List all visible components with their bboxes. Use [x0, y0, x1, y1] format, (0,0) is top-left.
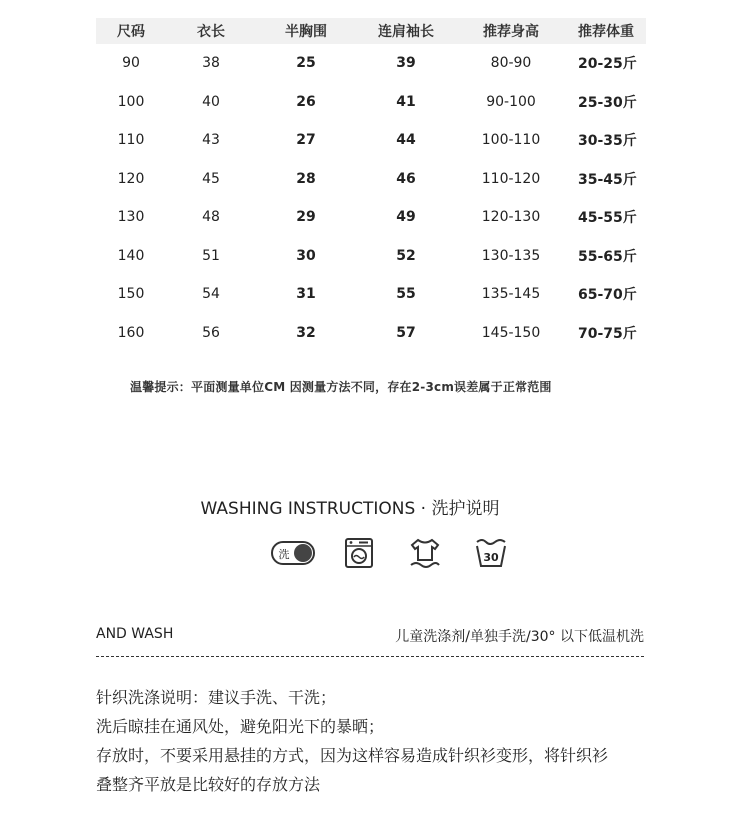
sleeve-cell: 46	[396, 170, 416, 187]
washing-title: WASHING INSTRUCTIONS · 洗护说明	[200, 499, 500, 519]
washing-icons	[270, 533, 514, 573]
length-cell: 38	[202, 55, 220, 72]
chest-cell: 27	[296, 132, 316, 149]
sleeve-cell: 49	[396, 209, 416, 226]
size-table-header	[96, 18, 646, 44]
length-cell: 45	[202, 170, 220, 187]
chest-cell: 32	[296, 324, 316, 341]
header-cell: 半胸围	[285, 24, 327, 40]
height-cell: 145-150	[481, 324, 541, 341]
sleeve-cell: 57	[396, 324, 416, 341]
height-cell: 90-100	[486, 93, 536, 110]
height-cell: 80-90	[490, 55, 532, 72]
size-cell: 130	[117, 209, 145, 226]
length-cell: 51	[202, 247, 220, 264]
wash-temp-label: 30	[483, 551, 499, 564]
header-cell: 连肩袖长	[378, 24, 434, 40]
shirt-icon	[402, 533, 448, 573]
washing-machine-icon	[336, 533, 382, 573]
weight-cell: 45-55斤	[578, 210, 637, 227]
divider	[96, 656, 644, 657]
table-row	[96, 198, 646, 237]
hand-wash-toggle-icon	[270, 533, 316, 573]
chest-cell: 25	[296, 55, 316, 72]
sleeve-cell: 41	[396, 93, 416, 110]
wash-30-icon	[468, 533, 514, 573]
wash-description: 儿童洗涤剂/单独手洗/30° 以下低温机洗	[395, 629, 644, 645]
weight-cell: 70-75斤	[578, 325, 637, 342]
weight-cell: 65-70斤	[578, 287, 637, 304]
height-cell: 100-110	[481, 132, 541, 149]
table-row	[96, 314, 646, 353]
height-cell: 135-145	[481, 286, 541, 303]
length-cell: 48	[202, 209, 220, 226]
sleeve-cell: 39	[396, 55, 416, 72]
chest-cell: 28	[296, 170, 316, 187]
hand-wash-toggle-label: 洗	[278, 548, 290, 561]
length-cell: 54	[202, 286, 220, 303]
size-cell: 140	[117, 247, 145, 264]
care-notes	[96, 683, 676, 799]
size-cell: 90	[122, 55, 140, 72]
weight-cell: 55-65斤	[578, 248, 637, 265]
height-cell: 130-135	[481, 247, 541, 264]
table-row	[96, 275, 646, 314]
length-cell: 40	[202, 93, 220, 110]
height-cell: 110-120	[481, 170, 541, 187]
size-cell: 150	[117, 286, 145, 303]
table-row	[96, 121, 646, 160]
weight-cell: 25-30斤	[578, 94, 637, 111]
size-table	[96, 18, 646, 352]
care-note-line: 叠整齐平放是比较好的存放方法	[96, 775, 321, 794]
weight-cell: 30-35斤	[578, 133, 637, 150]
header-cell: 衣长	[197, 24, 225, 40]
care-note-line: 洗后晾挂在通风处，避免阳光下的暴晒；	[96, 717, 385, 736]
and-wash-label: AND WASH	[96, 626, 174, 642]
care-note-line: 针织洗涤说明：建议手洗、干洗；	[96, 688, 337, 707]
table-row	[96, 44, 646, 83]
chest-cell: 26	[296, 93, 316, 110]
weight-cell: 35-45斤	[578, 171, 637, 188]
length-cell: 56	[202, 324, 220, 341]
table-row	[96, 160, 646, 199]
header-cell: 推荐身高	[483, 24, 539, 40]
header-cell: 尺码	[117, 24, 145, 40]
table-row	[96, 83, 646, 122]
length-cell: 43	[202, 132, 220, 149]
chest-cell: 30	[296, 247, 316, 264]
measurement-tip: 温馨提示：平面测量单位CM 因测量方法不同，存在2-3cm误差属于正常范围	[130, 380, 552, 394]
sleeve-cell: 44	[396, 132, 416, 149]
size-cell: 160	[117, 324, 145, 341]
care-note-line: 存放时，不要采用悬挂的方式，因为这样容易造成针织衫变形，将针织衫	[96, 746, 609, 765]
weight-cell: 20-25斤	[578, 56, 637, 73]
height-cell: 120-130	[481, 209, 541, 226]
sleeve-cell: 52	[396, 247, 416, 264]
table-row	[96, 237, 646, 276]
chest-cell: 29	[296, 209, 316, 226]
header-cell: 推荐体重	[578, 24, 634, 40]
size-cell: 100	[117, 93, 145, 110]
size-cell: 120	[117, 170, 145, 187]
sleeve-cell: 55	[396, 286, 416, 303]
size-cell: 110	[117, 132, 145, 149]
chest-cell: 31	[296, 286, 316, 303]
